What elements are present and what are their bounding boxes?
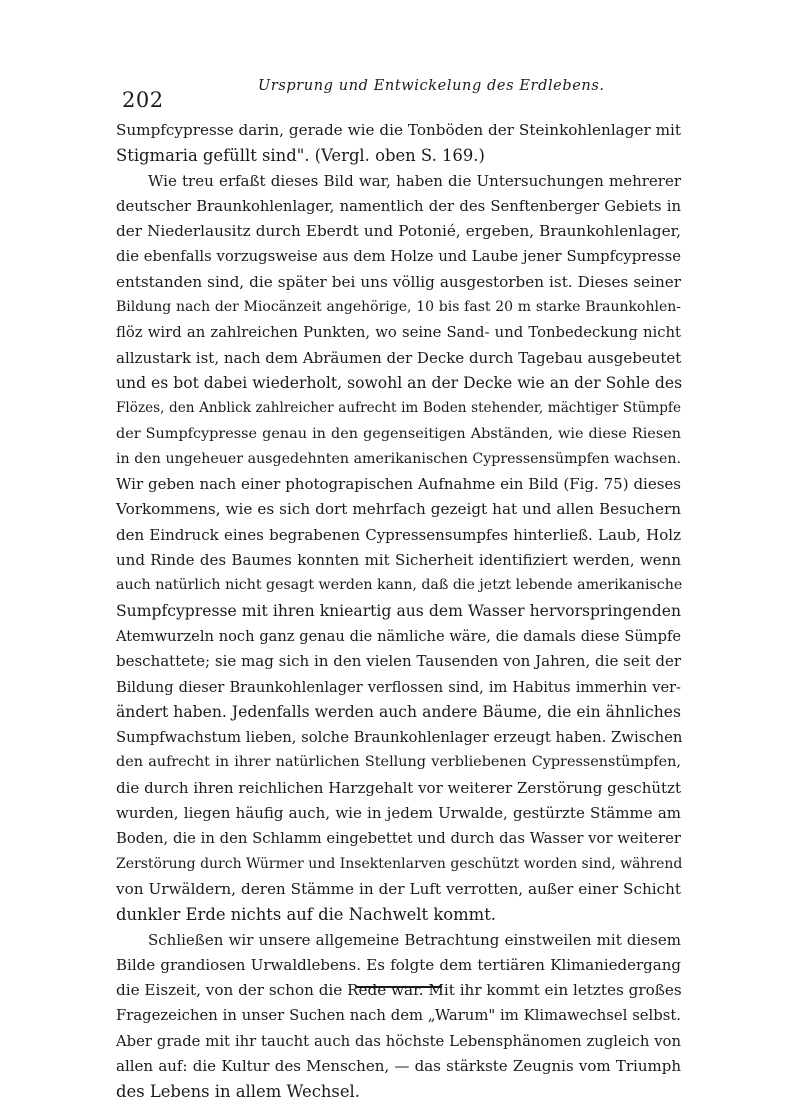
text-line: beschattete; sie mag sich in den vielen Tausenden von Jahren, die seit der — [116, 652, 681, 671]
text-line: Zerstörung durch Würmer und Insektenlarven geschützt worden sind, während — [116, 855, 683, 872]
page-number: 202 — [122, 88, 164, 112]
text-line: in den ungeheuer ausgedehnten amerikanischen Cypressensümpfen wachsen. — [116, 450, 681, 467]
text-line: flöz wird an zahlreichen Punkten, wo seine Sand- und Tonbedeckung nicht — [116, 324, 681, 342]
text-line: Aber grade mit ihr taucht auch das höchste Lebensphänomen zugleich von — [116, 1032, 681, 1050]
text-line: und es bot dabei wiederholt, sowohl an der Decke wie an der Sohle des — [116, 373, 683, 392]
text-line: Schließen wir unsere allgemeine Betrachtung einstweilen mit diesem — [148, 930, 681, 949]
text-line: Wie treu erfaßt dieses Bild war, haben die Untersuchungen mehrerer — [148, 171, 681, 190]
text-line: Sumpfcypresse mit ihren knieartig aus dem Wasser hervorspringenden — [116, 601, 681, 620]
text-line: den Eindruck eines begrabenen Cypressensumpfes hinterließ. Laub, Holz — [116, 525, 681, 544]
paragraph — [116, 169, 681, 928]
end-rule — [356, 986, 442, 988]
text-line: Stigmaria gefüllt sind". (Vergl. oben S. 169.) — [116, 146, 485, 166]
text-line: allzustark ist, nach dem Abräumen der Decke durch Tagebau ausgebeutet — [116, 348, 682, 367]
text-line: allen auf: die Kultur des Menschen, — das stärkste Zeugnis vom Triumph — [116, 1056, 681, 1075]
text-line: Bildung dieser Braunkohlenlager verflossen sind, im Habitus immerhin ver- — [116, 678, 681, 696]
paragraph — [116, 118, 681, 169]
text-line: die durch ihren reichlichen Harzgehalt vor weiterer Zerstörung geschützt — [116, 778, 681, 797]
text-line: Vorkommens, wie es sich dort mehrfach gezeigt hat und allen Besuchern — [116, 500, 681, 519]
text-line: Fragezeichen in unser Suchen nach dem „Warum" im Klimawechsel selbst. — [116, 1007, 681, 1025]
text-line: die Eiszeit, von der schon die Rede war. Mit ihr kommt ein letztes großes — [116, 981, 682, 1000]
paragraph — [116, 928, 681, 1105]
text-line: und Rinde des Baumes konnten mit Sicherheit identifiziert werden, wenn — [116, 551, 681, 570]
text-line: auch natürlich nicht gesagt werden kann, daß die jetzt lebende amerikanische — [116, 577, 683, 594]
text-line: wurden, liegen häufig auch, wie in jedem Urwalde, gestürzte Stämme am — [116, 804, 681, 823]
text-line: dunkler Erde nichts auf die Nachwelt kommt. — [116, 905, 497, 925]
text-line: der Sumpfcypresse genau in den gegenseitigen Abständen, wie diese Riesen — [116, 425, 681, 442]
text-line: von Urwäldern, deren Stämme in der Luft verrotten, außer einer Schicht — [116, 879, 681, 898]
text-line: Boden, die in den Schlamm eingebettet und durch das Wasser vor weiterer — [116, 830, 681, 848]
text-line: Atemwurzeln noch ganz genau die nämliche wäre, die damals diese Sümpfe — [116, 627, 681, 645]
text-line: Sumpfcypresse darin, gerade wie die Tonböden der Steinkohlenlager mit — [116, 121, 681, 139]
text-line: Bildung nach der Miocänzeit angehörige, 10 bis fast 20 m starke Braunkohlen- — [116, 299, 681, 316]
text-line: des Lebens in allem Wechsel. — [116, 1082, 360, 1102]
text-line: entstanden sind, die später bei uns völlig ausgestorben ist. Dieses seiner — [116, 272, 681, 291]
running-head: Ursprung und Entwickelung des Erdlebens. — [258, 78, 605, 94]
text-line: Bilde grandiosen Urwaldlebens. Es folgte dem tertiären Klimaniedergang — [116, 955, 681, 974]
text-line: der Niederlausitz durch Eberdt und Potonié, ergeben, Braunkohlenlager, — [116, 222, 681, 241]
text-line: ändert haben. Jedenfalls werden auch andere Bäume, die ein ähnliches — [116, 702, 681, 721]
text-line: Sumpfwachstum lieben, solche Braunkohlenlager erzeugt haben. Zwischen — [116, 729, 683, 747]
text-line: die ebenfalls vorzugsweise aus dem Holze und Laube jener Sumpfcypresse — [116, 248, 681, 266]
text-line: deutscher Braunkohlenlager, namentlich der des Senftenberger Gebiets in — [116, 197, 681, 215]
text-line: Wir geben nach einer photograpischen Aufnahme ein Bild (Fig. 75) dieses — [116, 475, 681, 494]
body-text — [116, 118, 681, 1105]
text-line: Flözes, den Anblick zahlreicher aufrecht im Boden stehender, mächtiger Stümpfe — [116, 400, 681, 417]
text-line: den aufrecht in ihrer natürlichen Stellung verbliebenen Cypressenstümpfen, — [116, 754, 681, 771]
